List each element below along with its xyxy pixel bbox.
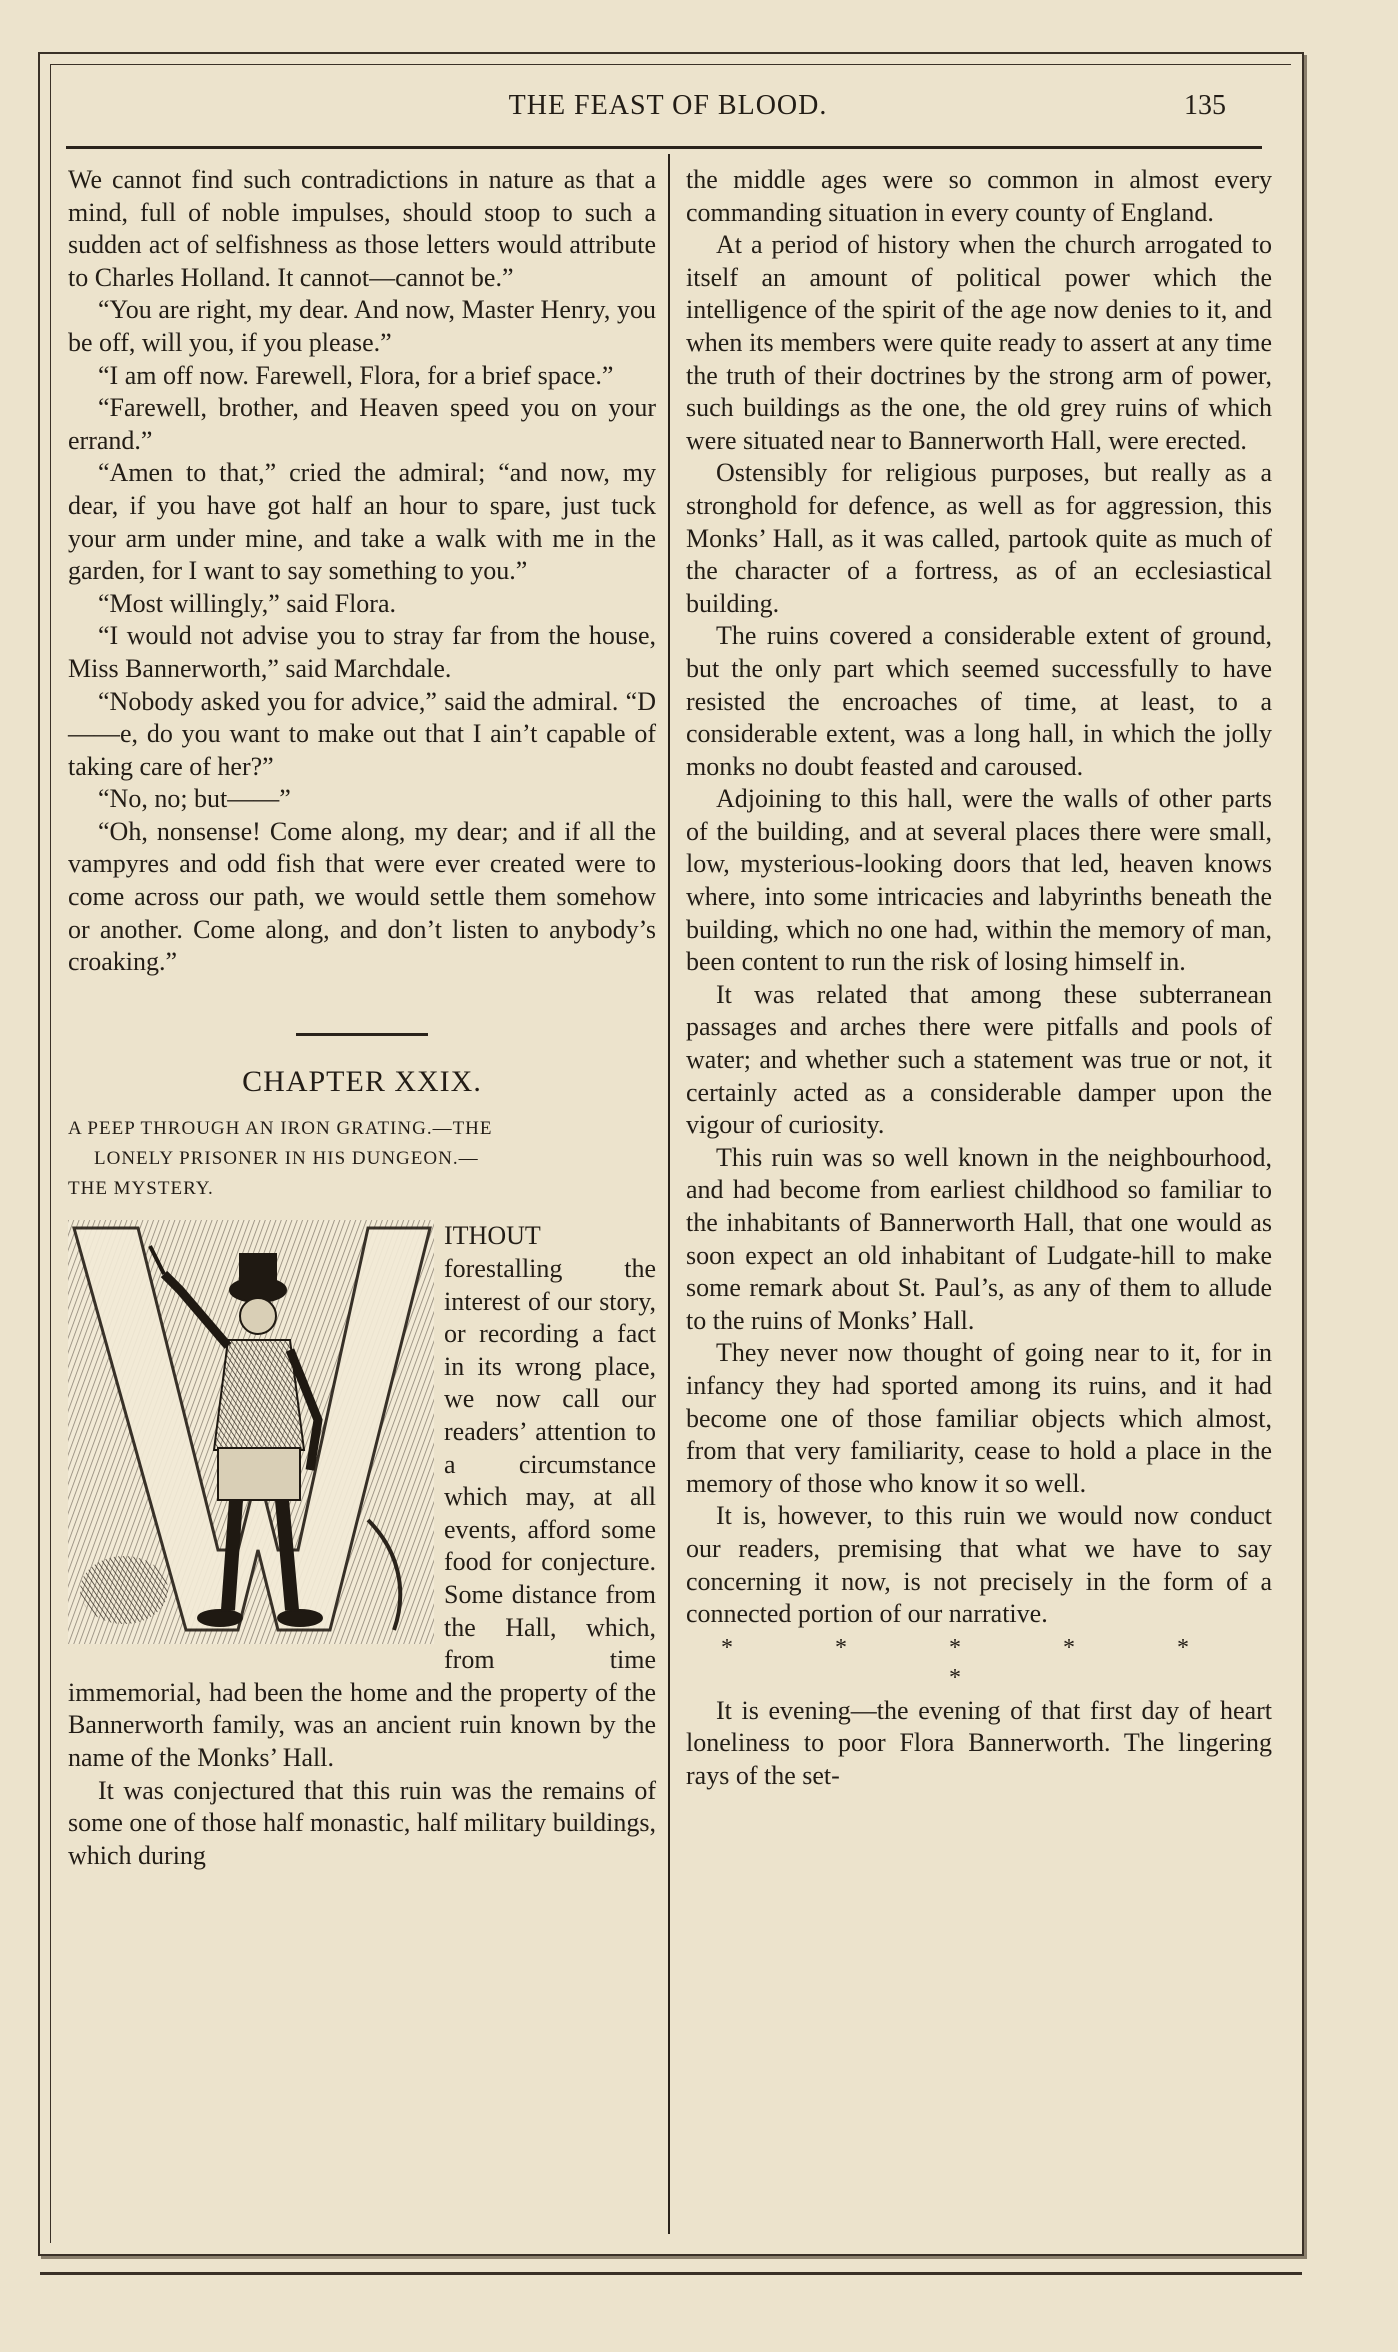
- paragraph: We cannot find such contradictions in nature as that a mind, full of noble impulses, should stoop to such a sudden act of selfishness as those letters would attribute to Charles Holland. It cannot—cannot be.”: [68, 165, 656, 292]
- opening-paragraph-text: ITHOUT forestalling the interest of our story, or recording a fact in its wrong place, we now call our readers’ attention to a circumstance which may, at all events, afford some food for conjecture. Some distance from the Hall, which, from time immemorial, had been the home and the property of the Bannerworth family, was an ancient ruin known by the name of the Monks’ Hall.: [68, 1221, 656, 1772]
- paragraph: At a period of history when the church arrogated to itself an amount of political power which the intelligence of the spirit of the age now denies to it, and when its members were quite ready to assert at any time the truth of their doctrines by the strong arm of power, such buildings as the one, the old grey ruins of which were situated near to Bannerworth Hall, were erected.: [686, 230, 1272, 455]
- paragraph: It was conjectured that this ruin was the remains of some one of those half monastic, half military buildings, which during: [68, 1775, 656, 1870]
- paragraph: Ostensibly for religious purposes, but really as a stronghold for defence, as well as for aggression, this Monks’ Hall, as it was called, partook quite as much of the character of a fortress, as of an ecclesiastical building.: [686, 458, 1272, 618]
- section-separator: * * * * * *: [721, 1634, 1237, 1691]
- page-header: [70, 90, 1266, 134]
- page-number: 135: [1184, 90, 1226, 121]
- paragraph: “Nobody asked you for advice,” said the admiral. “D——e, do you want to make out that I ain’t capable of taking care of her?”: [68, 686, 656, 781]
- paragraph: This ruin was so well known in the neighbourhood, and had become from earliest childhood so familiar to the inhabitants of Bannerworth Hall, that one would as soon expect an old inhabitant of Ludgate-hill to make some remark about St. Paul’s, as any of them to allude to the ruins of Monks’ Hall.: [686, 1142, 1272, 1335]
- chapter-title: CHAPTER XXIX.: [242, 1064, 482, 1098]
- header-rule: [66, 146, 1262, 149]
- paragraph: “Most willingly,” said Flora.: [98, 588, 397, 618]
- chapter-synopsis: [68, 1114, 656, 1204]
- paragraph: “No, no; but——”: [98, 784, 291, 814]
- paragraph: “I would not advise you to stray far from the house, Miss Bannerworth,” said Marchdale.: [68, 621, 656, 683]
- paragraph: Adjoining to this hall, were the walls of other parts of the building, and at several places there were small, low, mysterious-looking doors that led, heaven knows where, into some intricacies and labyrinths beneath the building, which no one had, within the memory of man, been content to run the risk of losing himself in.: [686, 784, 1272, 977]
- paragraph: “You are right, my dear. And now, Master Henry, you be off, will you, if you please.”: [68, 295, 656, 357]
- paragraph: “Amen to that,” cried the admiral; “and now, my dear, if you have got half an hour to spare, just tuck your arm under mine, and take a walk with me in the garden, for I want to say something to you.”: [68, 458, 656, 586]
- paragraph: It was related that among these subterranean passages and arches there were pitfalls and pools of water; and whether such a statement was true or not, it certainly acted as a considerable damper upon the vigour of curiosity.: [686, 979, 1272, 1140]
- left-column: [68, 164, 656, 1872]
- synopsis-line: A PEEP THROUGH AN IRON GRATING.—THE: [68, 1118, 493, 1140]
- bottom-rule: [40, 2272, 1302, 2275]
- running-title: THE FEAST OF BLOOD.: [508, 90, 828, 121]
- paragraph: The ruins covered a considerable extent of ground, but the only part which seemed successfully to have resisted the encroaches of time, at least, to a considerable extent, was a long hall, in which the jolly monks no doubt feasted and caroused.: [686, 621, 1272, 781]
- chapter-rule: [296, 1033, 428, 1036]
- synopsis-line: LONELY PRISONER IN HIS DUNGEON.—: [94, 1148, 479, 1170]
- paragraph: “Oh, nonsense! Come along, my dear; and if all the vampyres and odd fish that were ever created were to come across our path, we would settle them somehow or another. Come along, and don’t listen to anybody’s croaking.”: [68, 816, 656, 977]
- paragraph: They never now thought of going near to it, for in infancy they had sported among its ruins, and it had become one of those familiar objects which almost, from that very familiarity, cease to hold a place in the memory of those who know it so well.: [686, 1338, 1272, 1498]
- paragraph: the middle ages were so common in almost every commanding situation in every county of England.: [686, 165, 1272, 227]
- paragraph: It is, however, to this ruin we would now conduct our readers, premising that what we have to say concerning it now, is not precisely in the form of a connected portion of our narrative.: [686, 1501, 1272, 1629]
- dropcap-illustration: [68, 1220, 434, 1644]
- synopsis-line: THE MYSTERY.: [68, 1178, 214, 1200]
- dropcap-woodcut-icon: [68, 1220, 434, 1644]
- right-column: [686, 164, 1272, 1793]
- column-divider: [668, 154, 670, 2234]
- paragraph: “I am off now. Farewell, Flora, for a brief space.”: [98, 360, 614, 390]
- paragraph: “Farewell, brother, and Heaven speed you on your errand.”: [68, 393, 656, 455]
- paragraph: It is evening—the evening of that first day of heart loneliness to poor Flora Bannerworth. The lingering rays of the set-: [686, 1695, 1272, 1790]
